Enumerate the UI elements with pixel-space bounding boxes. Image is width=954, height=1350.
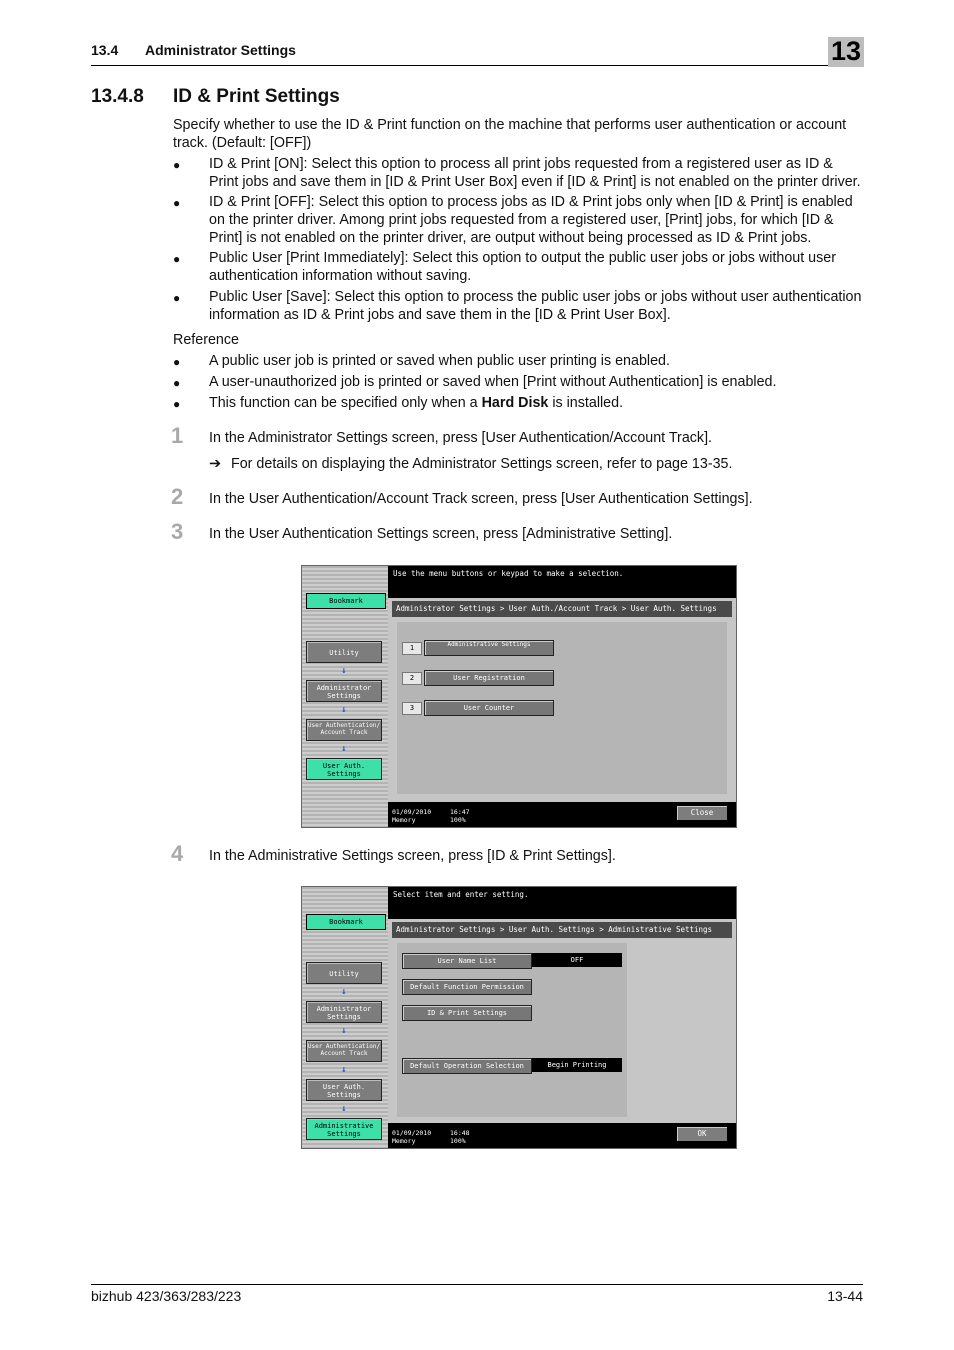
settings-area	[397, 943, 627, 1117]
default-operation-selection-button[interactable]: Default Operation Selection	[402, 1058, 532, 1074]
screenshot-administrative-settings	[301, 886, 737, 1149]
nav-utility-button[interactable]: Utility	[306, 641, 382, 663]
step-number: 1	[171, 423, 184, 448]
reference-text-part: This function can be specified only when a	[209, 395, 482, 411]
bullet-text: ID & Print [ON]: Select this option to process all print jobs requested from a registered user as ID & Print jobs and save them in [ID & Print User Box] even if [ID & Print] is not enabled on the printer driver.	[209, 156, 861, 190]
step-text: In the Administrator Settings screen, press [User Authentication/Account Track].	[209, 430, 713, 446]
section-title: Administrator Settings	[145, 42, 296, 58]
user-name-list-button[interactable]: User Name List	[402, 953, 532, 969]
down-arrow-icon: ↓	[341, 666, 347, 676]
message-bar: Use the menu buttons or keypad to make a selection.	[388, 566, 736, 598]
bookmark-button[interactable]: Bookmark	[306, 914, 386, 930]
status-time: 16:47	[450, 808, 470, 816]
bullet-marker: ●	[173, 291, 181, 305]
nav-user-auth-account-track-button[interactable]: User Authentication/ Account Track	[306, 1040, 382, 1062]
down-arrow-icon: ↓	[341, 705, 347, 715]
close-button[interactable]: Close	[676, 805, 728, 821]
reference-text: A public user job is printed or saved when public user printing is enabled.	[209, 353, 670, 369]
bullet-marker: ●	[173, 196, 181, 210]
down-arrow-icon: ↓	[341, 744, 347, 754]
bullet-text: Public User [Print Immediately]: Select this option to output the public user jobs or jobs without user authentication information without saving.	[209, 250, 836, 284]
nav-administrator-settings-button[interactable]: Administrator Settings	[306, 1001, 382, 1023]
breadcrumb: Administrator Settings > User Auth./Account Track > User Auth. Settings	[392, 601, 732, 617]
status-time: 16:48	[450, 1129, 470, 1137]
bullet-marker: ●	[173, 397, 181, 411]
bullet-marker: ●	[173, 252, 181, 266]
bullet-text: ID & Print [OFF]: Select this option to process jobs as ID & Print jobs only when [ID & Print] is enabled on the printer driver. Among print jobs requested from a registered user, [Print] jobs, for which [ID & Print] is not enabled on the printer driver, are output without being processed as ID & Print jobs.	[209, 194, 853, 246]
footer-model: bizhub 423/363/283/223	[91, 1288, 242, 1304]
step-text: In the User Authentication Settings screen, press [Administrative Setting].	[209, 526, 673, 542]
step-number: 3	[171, 519, 184, 544]
heading-number: 13.4.8	[91, 86, 144, 107]
breadcrumb: Administrator Settings > User Auth. Settings > Administrative Settings	[392, 922, 732, 938]
down-arrow-icon: ↓	[341, 1065, 347, 1075]
memory-value: 100%	[450, 816, 466, 824]
bookmark-button[interactable]: Bookmark	[306, 593, 386, 609]
step-number: 2	[171, 484, 184, 509]
nav-user-auth-settings-button[interactable]: User Auth. Settings	[306, 1079, 382, 1101]
message-bar: Select item and enter setting.	[388, 887, 736, 919]
down-arrow-icon: ↓	[341, 987, 347, 997]
menu-number: 2	[402, 672, 422, 685]
bullet-marker: ●	[173, 158, 181, 172]
reference-text: A user-unauthorized job is printed or saved when [Print without Authentication] is enabled.	[209, 374, 777, 390]
memory-label: Memory	[392, 1137, 416, 1145]
bullet-marker: ●	[173, 376, 181, 390]
memory-label: Memory	[392, 816, 416, 824]
user-counter-button[interactable]: User Counter	[424, 700, 554, 716]
memory-value: 100%	[450, 1137, 466, 1145]
section-number: 13.4	[91, 42, 119, 58]
step-subtext: For details on displaying the Administrator Settings screen, refer to page 13-35.	[231, 456, 733, 472]
nav-administrator-settings-button[interactable]: Administrator Settings	[306, 680, 382, 702]
reference-text-part: is installed.	[548, 395, 624, 411]
status-date: 01/09/2010	[392, 1129, 432, 1137]
user-name-list-value: OFF	[532, 953, 622, 967]
ok-button[interactable]: OK	[676, 1126, 728, 1142]
default-function-permission-button[interactable]: Default Function Permission	[402, 979, 532, 995]
bullet-marker: ●	[173, 355, 181, 369]
intro-paragraph: Specify whether to use the ID & Print function on the machine that performs user authentication or account track. (Default: [OFF])	[173, 117, 847, 151]
menu-number: 1	[402, 642, 422, 655]
nav-administrative-settings-button[interactable]: Administrative Settings	[306, 1118, 382, 1140]
chapter-number: 13	[830, 36, 862, 66]
reference-text	[209, 394, 863, 412]
screenshot-user-auth-settings	[301, 565, 737, 828]
step-number: 4	[171, 841, 184, 866]
down-arrow-icon: ↓	[341, 1104, 347, 1114]
reference-label: Reference	[173, 332, 239, 348]
nav-user-auth-settings-button[interactable]: User Auth. Settings	[306, 758, 382, 780]
down-arrow-icon: ↓	[341, 1026, 347, 1036]
heading-title: ID & Print Settings	[173, 86, 340, 107]
step-text: In the Administrative Settings screen, press [ID & Print Settings].	[209, 848, 616, 864]
administrative-settings-button[interactable]: Administrative Settings	[424, 640, 554, 656]
hard-disk-term: Hard Disk	[481, 395, 549, 411]
header-rule	[91, 65, 863, 66]
nav-utility-button[interactable]: Utility	[306, 962, 382, 984]
user-registration-button[interactable]: User Registration	[424, 670, 554, 686]
footer-page-number: 13-44	[827, 1288, 863, 1304]
bullet-text: Public User [Save]: Select this option to process the public user jobs or jobs without user authentication information as ID & Print jobs and save them in the [ID & Print User Box].	[209, 289, 862, 323]
default-operation-value: Begin Printing	[532, 1058, 622, 1072]
nav-user-auth-account-track-button[interactable]: User Authentication/ Account Track	[306, 719, 382, 741]
status-date: 01/09/2010	[392, 808, 432, 816]
arrow-icon: ➔	[209, 456, 221, 472]
menu-number: 3	[402, 702, 422, 715]
id-print-settings-button[interactable]: ID & Print Settings	[402, 1005, 532, 1021]
footer-rule	[91, 1284, 863, 1285]
step-text: In the User Authentication/Account Track screen, press [User Authentication Settings].	[209, 491, 753, 507]
